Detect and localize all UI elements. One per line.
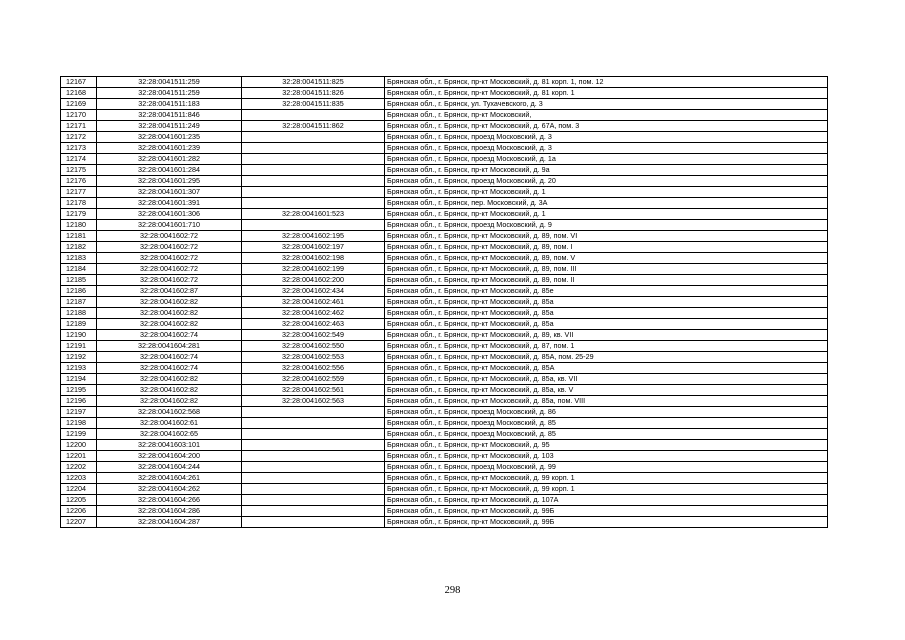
address-cell: Брянская обл., г. Брянск, проезд Московский, д. 85 (385, 418, 828, 429)
table-row (61, 176, 828, 187)
parcel-cadastral-number-cell: 32:28:0041511:259 (97, 88, 242, 99)
table-row (61, 440, 828, 451)
parcel-cadastral-number-cell: 32:28:0041602:65 (97, 429, 242, 440)
table-row (61, 231, 828, 242)
parcel-cadastral-number-cell: 32:28:0041601:306 (97, 209, 242, 220)
object-cadastral-number-cell: 32:28:0041602:195 (242, 231, 385, 242)
row-number-cell: 12179 (61, 209, 97, 220)
row-number-cell: 12185 (61, 275, 97, 286)
address-cell: Брянская обл., г. Брянск, пер. Московский, д. 3А (385, 198, 828, 209)
row-number-cell: 12194 (61, 374, 97, 385)
parcel-cadastral-number-cell: 32:28:0041602:82 (97, 319, 242, 330)
row-number-cell: 12190 (61, 330, 97, 341)
table-row (61, 297, 828, 308)
object-cadastral-number-cell: 32:28:0041602:463 (242, 319, 385, 330)
address-cell: Брянская обл., г. Брянск, пр-кт Московский, д. 1 (385, 209, 828, 220)
parcel-cadastral-number-cell: 32:28:0041604:286 (97, 506, 242, 517)
address-cell: Брянская обл., г. Брянск, пр-кт Московский, д. 89, пом. II (385, 275, 828, 286)
row-number-cell: 12182 (61, 242, 97, 253)
row-number-cell: 12191 (61, 341, 97, 352)
parcel-cadastral-number-cell: 32:28:0041604:266 (97, 495, 242, 506)
row-number-cell: 12174 (61, 154, 97, 165)
object-cadastral-number-cell: 32:28:0041511:835 (242, 99, 385, 110)
parcel-cadastral-number-cell: 32:28:0041601:239 (97, 143, 242, 154)
row-number-cell: 12184 (61, 264, 97, 275)
address-cell: Брянская обл., г. Брянск, проезд Московский, д. 3 (385, 143, 828, 154)
object-cadastral-number-cell (242, 484, 385, 495)
object-cadastral-number-cell (242, 143, 385, 154)
object-cadastral-number-cell (242, 495, 385, 506)
object-cadastral-number-cell (242, 220, 385, 231)
parcel-cadastral-number-cell: 32:28:0041602:82 (97, 396, 242, 407)
address-cell: Брянская обл., г. Брянск, пр-кт Московский, д. 89, пом. V (385, 253, 828, 264)
row-number-cell: 12196 (61, 396, 97, 407)
address-cell: Брянская обл., г. Брянск, проезд Московский, д. 9 (385, 220, 828, 231)
row-number-cell: 12178 (61, 198, 97, 209)
address-cell: Брянская обл., г. Брянск, пр-кт Московский, д. 89, пом. III (385, 264, 828, 275)
row-number-cell: 12207 (61, 517, 97, 528)
object-cadastral-number-cell: 32:28:0041602:198 (242, 253, 385, 264)
parcel-cadastral-number-cell: 32:28:0041511:183 (97, 99, 242, 110)
address-cell: Брянская обл., г. Брянск, пр-кт Московский, д. 99Б (385, 506, 828, 517)
row-number-cell: 12186 (61, 286, 97, 297)
object-cadastral-number-cell: 32:28:0041602:556 (242, 363, 385, 374)
table-row (61, 88, 828, 99)
table-row (61, 484, 828, 495)
address-cell: Брянская обл., г. Брянск, проезд Московский, д. 20 (385, 176, 828, 187)
parcel-cadastral-number-cell: 32:28:0041602:87 (97, 286, 242, 297)
object-cadastral-number-cell: 32:28:0041602:200 (242, 275, 385, 286)
parcel-cadastral-number-cell: 32:28:0041601:235 (97, 132, 242, 143)
address-cell: Брянская обл., г. Брянск, пр-кт Московский, д. 107А (385, 495, 828, 506)
row-number-cell: 12180 (61, 220, 97, 231)
address-cell: Брянская обл., г. Брянск, пр-кт Московский, д. 85а (385, 308, 828, 319)
table-row (61, 385, 828, 396)
table-row (61, 99, 828, 110)
row-number-cell: 12203 (61, 473, 97, 484)
parcel-cadastral-number-cell: 32:28:0041602:74 (97, 330, 242, 341)
row-number-cell: 12170 (61, 110, 97, 121)
parcel-cadastral-number-cell: 32:28:0041511:259 (97, 77, 242, 88)
parcel-cadastral-number-cell: 32:28:0041604:262 (97, 484, 242, 495)
parcel-cadastral-number-cell: 32:28:0041602:72 (97, 264, 242, 275)
address-cell: Брянская обл., г. Брянск, проезд Московский, д. 99 (385, 462, 828, 473)
address-cell: Брянская обл., г. Брянск, пр-кт Московский, д. 89, кв. VII (385, 330, 828, 341)
row-number-cell: 12167 (61, 77, 97, 88)
row-number-cell: 12201 (61, 451, 97, 462)
parcel-cadastral-number-cell: 32:28:0041602:82 (97, 374, 242, 385)
parcel-cadastral-number-cell: 32:28:0041602:82 (97, 308, 242, 319)
address-cell: Брянская обл., г. Брянск, пр-кт Московский, д. 85а, кв. V (385, 385, 828, 396)
row-number-cell: 12187 (61, 297, 97, 308)
object-cadastral-number-cell: 32:28:0041602:563 (242, 396, 385, 407)
object-cadastral-number-cell: 32:28:0041602:553 (242, 352, 385, 363)
row-number-cell: 12188 (61, 308, 97, 319)
parcel-cadastral-number-cell: 32:28:0041602:72 (97, 275, 242, 286)
parcel-cadastral-number-cell: 32:28:0041604:261 (97, 473, 242, 484)
property-table (60, 76, 828, 528)
object-cadastral-number-cell (242, 451, 385, 462)
table-row (61, 330, 828, 341)
parcel-cadastral-number-cell: 32:28:0041601:282 (97, 154, 242, 165)
row-number-cell: 12193 (61, 363, 97, 374)
row-number-cell: 12177 (61, 187, 97, 198)
parcel-cadastral-number-cell: 32:28:0041601:391 (97, 198, 242, 209)
object-cadastral-number-cell (242, 473, 385, 484)
object-cadastral-number-cell: 32:28:0041602:199 (242, 264, 385, 275)
row-number-cell: 12202 (61, 462, 97, 473)
table-row (61, 121, 828, 132)
table-row (61, 275, 828, 286)
parcel-cadastral-number-cell: 32:28:0041602:72 (97, 242, 242, 253)
row-number-cell: 12197 (61, 407, 97, 418)
object-cadastral-number-cell: 32:28:0041602:550 (242, 341, 385, 352)
table-body (61, 77, 828, 528)
object-cadastral-number-cell (242, 517, 385, 528)
row-number-cell: 12183 (61, 253, 97, 264)
row-number-cell: 12173 (61, 143, 97, 154)
table-row (61, 319, 828, 330)
table-row (61, 517, 828, 528)
address-cell: Брянская обл., г. Брянск, пр-кт Московский, д. 85е (385, 286, 828, 297)
row-number-cell: 12204 (61, 484, 97, 495)
row-number-cell: 12176 (61, 176, 97, 187)
address-cell: Брянская обл., г. Брянск, пр-кт Московский, д. 9а (385, 165, 828, 176)
object-cadastral-number-cell (242, 429, 385, 440)
table-row (61, 286, 828, 297)
object-cadastral-number-cell: 32:28:0041601:523 (242, 209, 385, 220)
row-number-cell: 12205 (61, 495, 97, 506)
table-row (61, 495, 828, 506)
address-cell: Брянская обл., г. Брянск, пр-кт Московский, д. 67А, пом. 3 (385, 121, 828, 132)
row-number-cell: 12192 (61, 352, 97, 363)
object-cadastral-number-cell (242, 462, 385, 473)
row-number-cell: 12189 (61, 319, 97, 330)
table-row (61, 198, 828, 209)
address-cell: Брянская обл., г. Брянск, пр-кт Московский, д. 99 корп. 1 (385, 473, 828, 484)
parcel-cadastral-number-cell: 32:28:0041604:244 (97, 462, 242, 473)
parcel-cadastral-number-cell: 32:28:0041601:284 (97, 165, 242, 176)
table-row (61, 154, 828, 165)
address-cell: Брянская обл., г. Брянск, пр-кт Московский, д. 85а, кв. VII (385, 374, 828, 385)
address-cell: Брянская обл., г. Брянск, пр-кт Московский, д. 103 (385, 451, 828, 462)
table-row (61, 418, 828, 429)
address-cell: Брянская обл., г. Брянск, пр-кт Московский, д. 1 (385, 187, 828, 198)
parcel-cadastral-number-cell: 32:28:0041603:101 (97, 440, 242, 451)
address-cell: Брянская обл., г. Брянск, пр-кт Московский, д. 95 (385, 440, 828, 451)
address-cell: Брянская обл., г. Брянск, пр-кт Московский, д. 89, пом. VI (385, 231, 828, 242)
parcel-cadastral-number-cell: 32:28:0041604:281 (97, 341, 242, 352)
object-cadastral-number-cell: 32:28:0041602:197 (242, 242, 385, 253)
table-row (61, 187, 828, 198)
row-number-cell: 12175 (61, 165, 97, 176)
address-cell: Брянская обл., г. Брянск, пр-кт Московский, д. 85А (385, 363, 828, 374)
parcel-cadastral-number-cell: 32:28:0041601:307 (97, 187, 242, 198)
object-cadastral-number-cell (242, 176, 385, 187)
parcel-cadastral-number-cell: 32:28:0041602:61 (97, 418, 242, 429)
table-row (61, 407, 828, 418)
object-cadastral-number-cell (242, 165, 385, 176)
row-number-cell: 12195 (61, 385, 97, 396)
address-cell: Брянская обл., г. Брянск, пр-кт Московский, д. 85А, пом. 25-29 (385, 352, 828, 363)
object-cadastral-number-cell: 32:28:0041602:549 (242, 330, 385, 341)
row-number-cell: 12200 (61, 440, 97, 451)
table-row (61, 473, 828, 484)
object-cadastral-number-cell: 32:28:0041511:826 (242, 88, 385, 99)
table-row (61, 374, 828, 385)
parcel-cadastral-number-cell: 32:28:0041601:710 (97, 220, 242, 231)
address-cell: Брянская обл., г. Брянск, пр-кт Московский, д. 87, пом. 1 (385, 341, 828, 352)
address-cell: Брянская обл., г. Брянск, пр-кт Московский, д. 85а, пом. VIII (385, 396, 828, 407)
address-cell: Брянская обл., г. Брянск, пр-кт Московский, д. 81 корп. 1, пом. 12 (385, 77, 828, 88)
parcel-cadastral-number-cell: 32:28:0041511:846 (97, 110, 242, 121)
table-row (61, 451, 828, 462)
parcel-cadastral-number-cell: 32:28:0041511:249 (97, 121, 242, 132)
table-row (61, 506, 828, 517)
row-number-cell: 12199 (61, 429, 97, 440)
object-cadastral-number-cell (242, 506, 385, 517)
row-number-cell: 12198 (61, 418, 97, 429)
address-cell: Брянская обл., г. Брянск, пр-кт Московский, д. 85а (385, 319, 828, 330)
object-cadastral-number-cell: 32:28:0041602:462 (242, 308, 385, 319)
object-cadastral-number-cell: 32:28:0041511:825 (242, 77, 385, 88)
address-cell: Брянская обл., г. Брянск, проезд Московский, д. 85 (385, 429, 828, 440)
object-cadastral-number-cell: 32:28:0041511:862 (242, 121, 385, 132)
parcel-cadastral-number-cell: 32:28:0041602:74 (97, 352, 242, 363)
address-cell: Брянская обл., г. Брянск, проезд Московский, д. 86 (385, 407, 828, 418)
row-number-cell: 12168 (61, 88, 97, 99)
parcel-cadastral-number-cell: 32:28:0041602:72 (97, 253, 242, 264)
table-row (61, 341, 828, 352)
object-cadastral-number-cell: 32:28:0041602:461 (242, 297, 385, 308)
table-row (61, 132, 828, 143)
row-number-cell: 12206 (61, 506, 97, 517)
row-number-cell: 12181 (61, 231, 97, 242)
table-row (61, 209, 828, 220)
object-cadastral-number-cell (242, 407, 385, 418)
row-number-cell: 12169 (61, 99, 97, 110)
table-row (61, 264, 828, 275)
address-cell: Брянская обл., г. Брянск, пр-кт Московский, д. 99Б (385, 517, 828, 528)
row-number-cell: 12171 (61, 121, 97, 132)
parcel-cadastral-number-cell: 32:28:0041604:287 (97, 517, 242, 528)
address-cell: Брянская обл., г. Брянск, пр-кт Московский, (385, 110, 828, 121)
table-row (61, 462, 828, 473)
object-cadastral-number-cell (242, 418, 385, 429)
table-row (61, 242, 828, 253)
table-row (61, 110, 828, 121)
table-row (61, 308, 828, 319)
row-number-cell: 12172 (61, 132, 97, 143)
parcel-cadastral-number-cell: 32:28:0041602:568 (97, 407, 242, 418)
parcel-cadastral-number-cell: 32:28:0041604:200 (97, 451, 242, 462)
object-cadastral-number-cell (242, 110, 385, 121)
object-cadastral-number-cell: 32:28:0041602:434 (242, 286, 385, 297)
table-row (61, 429, 828, 440)
table-row (61, 253, 828, 264)
object-cadastral-number-cell (242, 440, 385, 451)
table-row (61, 77, 828, 88)
address-cell: Брянская обл., г. Брянск, пр-кт Московский, д. 85а (385, 297, 828, 308)
object-cadastral-number-cell: 32:28:0041602:559 (242, 374, 385, 385)
table-row (61, 352, 828, 363)
object-cadastral-number-cell (242, 187, 385, 198)
table-row (61, 396, 828, 407)
object-cadastral-number-cell (242, 154, 385, 165)
object-cadastral-number-cell: 32:28:0041602:561 (242, 385, 385, 396)
address-cell: Брянская обл., г. Брянск, пр-кт Московский, д. 89, пом. I (385, 242, 828, 253)
parcel-cadastral-number-cell: 32:28:0041601:295 (97, 176, 242, 187)
parcel-cadastral-number-cell: 32:28:0041602:82 (97, 385, 242, 396)
table-row (61, 143, 828, 154)
table-row (61, 363, 828, 374)
parcel-cadastral-number-cell: 32:28:0041602:74 (97, 363, 242, 374)
object-cadastral-number-cell (242, 132, 385, 143)
page-number: 298 (444, 585, 461, 596)
table-row (61, 165, 828, 176)
address-cell: Брянская обл., г. Брянск, пр-кт Московский, д. 99 корп. 1 (385, 484, 828, 495)
object-cadastral-number-cell (242, 198, 385, 209)
parcel-cadastral-number-cell: 32:28:0041602:82 (97, 297, 242, 308)
address-cell: Брянская обл., г. Брянск, проезд Московский, д. 3 (385, 132, 828, 143)
address-cell: Брянская обл., г. Брянск, пр-кт Московский, д. 81 корп. 1 (385, 88, 828, 99)
address-cell: Брянская обл., г. Брянск, ул. Тухачевского, д. 3 (385, 99, 828, 110)
table-row (61, 220, 828, 231)
address-cell: Брянская обл., г. Брянск, проезд Московский, д. 1а (385, 154, 828, 165)
parcel-cadastral-number-cell: 32:28:0041602:72 (97, 231, 242, 242)
